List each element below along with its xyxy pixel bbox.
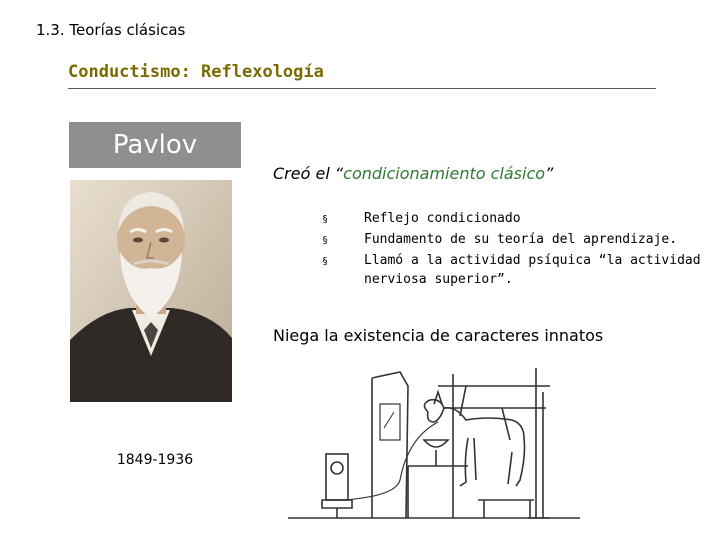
created-highlight: condicionamiento clásico [343,164,546,183]
bullet-mark: § [322,235,329,246]
title-divider [68,88,656,89]
pavlov-apparatus-drawing [288,368,580,524]
list-item [322,251,702,289]
bullet-list [322,208,702,291]
portrait-photo [70,180,232,402]
created-prefix: Creó el “ [273,164,344,183]
slide-subtitle: Conductismo: Reflexología [68,62,324,82]
bullet-mark: § [322,214,329,225]
life-years: 1849-1936 [116,452,194,468]
list-item [322,209,702,228]
created-suffix: ” [545,164,554,183]
bullet-text: Fundamento de su teoría del aprendizaje. [364,232,678,247]
name-label: Pavlov [112,130,198,160]
bullet-text: Llamó a la actividad psíquica “la actividad nerviosa superior”. [364,253,701,287]
bullet-text: Reflejo condicionado [364,211,521,226]
name-box [69,122,241,168]
section-title: 1.3. Teorías clásicas [36,21,186,39]
list-item [322,230,702,249]
created-statement [273,164,553,183]
denies-statement: Niega la existencia de caracteres innatos [273,326,604,345]
bullet-mark: § [322,256,329,267]
